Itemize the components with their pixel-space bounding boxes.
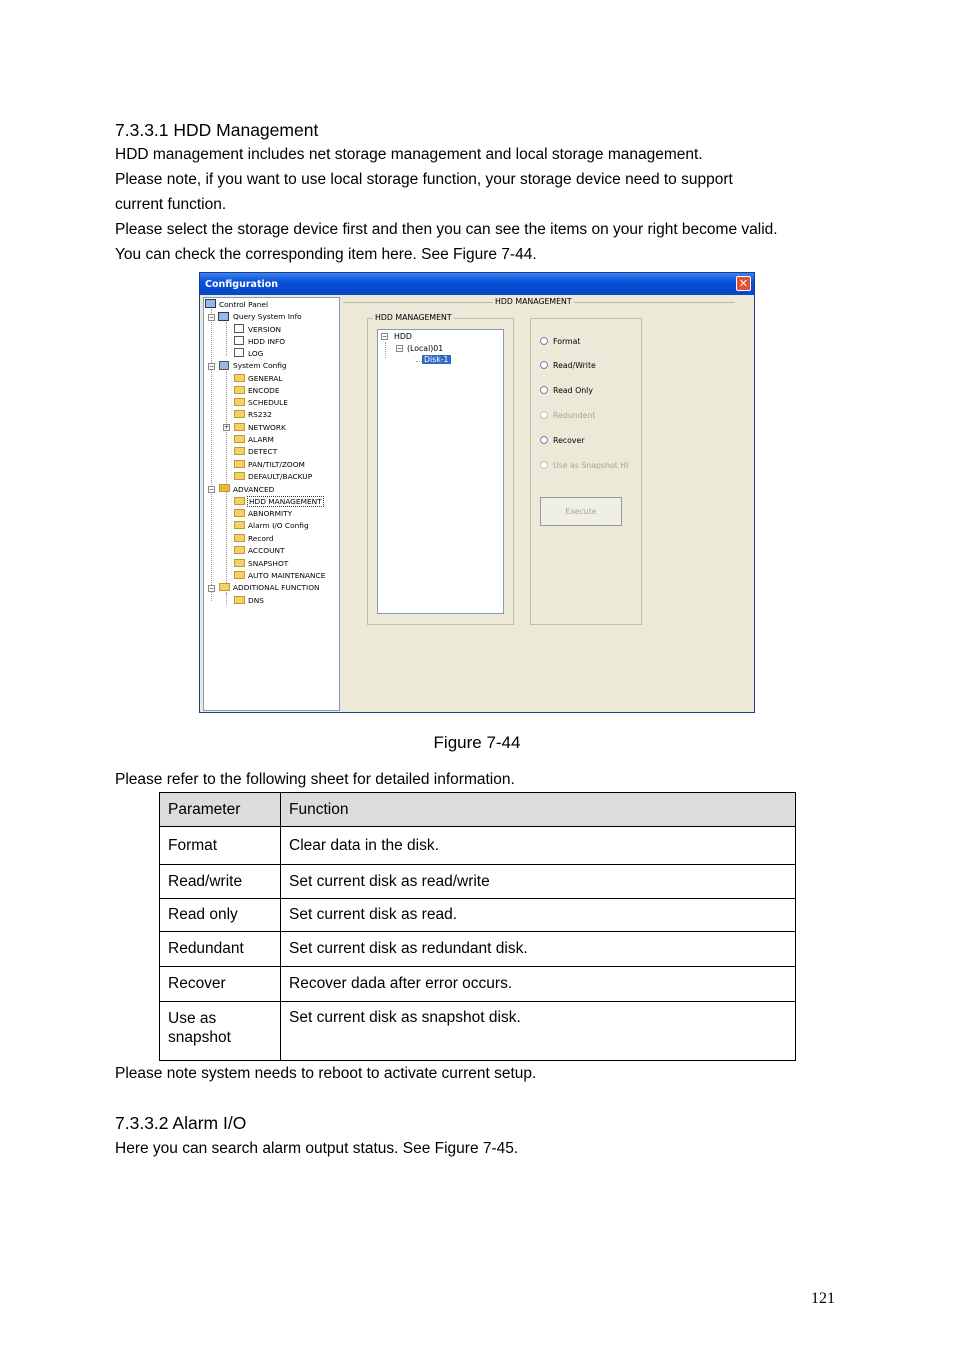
hdd-local-node[interactable]: (Local)01	[407, 344, 444, 353]
paragraph-3: current function.	[115, 196, 227, 213]
tree-item-system-config[interactable]: System Config	[233, 361, 287, 370]
tree-item-network[interactable]: NETWORK	[248, 423, 286, 432]
folder-icon	[234, 596, 245, 604]
tree-item-schedule[interactable]: SCHEDULE	[248, 398, 288, 407]
function-cell: Clear data in the disk.	[281, 827, 796, 865]
table-header-row	[160, 793, 796, 827]
table-row	[160, 899, 796, 932]
collapse-icon[interactable]: −	[397, 345, 403, 352]
snapshot-radio: Use as Snapshot HI	[540, 461, 628, 470]
section-heading-hdd-management: 7.3.3.1 HDD Management	[115, 120, 319, 140]
folder-icon	[234, 509, 245, 517]
folder-icon	[234, 546, 245, 554]
folder-icon	[234, 447, 245, 455]
recover-radio[interactable]: Recover	[540, 436, 585, 445]
table-row	[160, 827, 796, 865]
folder-icon	[234, 521, 245, 529]
param-cell: Read/write	[160, 865, 281, 899]
folder-icon	[234, 472, 245, 480]
doc-icon	[234, 348, 244, 357]
doc-icon	[234, 336, 244, 345]
tree-item-auto-maintenance[interactable]: AUTO MAINTENANCE	[248, 571, 326, 580]
hdd-disk-node[interactable]: Disk-1	[424, 355, 449, 364]
collapse-icon[interactable]: −	[209, 363, 215, 370]
tools-icon	[219, 484, 230, 492]
expand-icon[interactable]: +	[224, 424, 230, 431]
folder-icon	[234, 435, 245, 443]
configuration-window	[199, 272, 755, 713]
alarm-io-paragraph: Here you can search alarm output status. See Figure 7-45.	[115, 1140, 519, 1157]
folder-icon	[219, 583, 230, 591]
function-cell: Set current disk as redundant disk.	[281, 932, 796, 967]
tree-item-log[interactable]: LOG	[248, 349, 264, 358]
paragraph-4: Please select the storage device first and then you can see the items on your right become valid.	[115, 221, 778, 238]
folder-icon	[234, 374, 245, 382]
folder-icon	[234, 534, 245, 542]
reboot-note: Please note system needs to reboot to activate current setup.	[115, 1065, 537, 1082]
pc-icon	[218, 312, 229, 321]
tree-item-encode[interactable]: ENCODE	[248, 386, 280, 395]
table-row	[160, 932, 796, 967]
paragraph-1: HDD management includes net storage management and local storage management.	[115, 146, 703, 163]
tree-item-version[interactable]: VERSION	[248, 325, 282, 334]
function-cell: Recover dada after error occurs.	[281, 967, 796, 1002]
tree-item-additional-function[interactable]: ADDITIONAL FUNCTION	[233, 583, 320, 592]
hdd-root-node[interactable]: HDD	[394, 332, 412, 341]
folder-icon	[234, 410, 245, 418]
tree-item-account[interactable]: ACCOUNT	[248, 546, 285, 555]
tree-item-abnormity[interactable]: ABNORMITY	[248, 509, 293, 518]
tree-item-rs232[interactable]: RS232	[248, 410, 272, 419]
folder-icon	[234, 398, 245, 406]
function-cell: Set current disk as read/write	[281, 865, 796, 899]
param-cell: Format	[160, 827, 281, 865]
pc-icon	[205, 299, 216, 308]
param-cell: Read only	[160, 899, 281, 932]
table-row	[160, 1002, 796, 1061]
table-row	[160, 967, 796, 1002]
read-write-radio[interactable]: Read/Write	[540, 361, 596, 370]
header-function: Function	[281, 793, 796, 827]
hdd-list-group-label: HDD MANAGEMENT	[375, 313, 452, 322]
section-heading-alarm-io: 7.3.3.2 Alarm I/O	[115, 1113, 247, 1133]
control-panel-tree	[203, 297, 340, 711]
table-row	[160, 865, 796, 899]
close-icon[interactable]: ✕	[736, 276, 751, 291]
folder-icon	[234, 386, 245, 394]
folder-icon	[234, 460, 245, 468]
redundant-radio: Redundent	[540, 411, 595, 420]
tree-item-general[interactable]: GENERAL	[248, 374, 283, 383]
tree-item-control-panel[interactable]: Control Panel	[219, 300, 269, 309]
format-radio[interactable]: Format	[540, 337, 580, 346]
figure-caption: Figure 7-44	[433, 733, 521, 752]
folder-icon	[234, 571, 245, 579]
parameter-table	[159, 792, 796, 1061]
header-parameter: Parameter	[160, 793, 281, 827]
folder-icon	[234, 423, 245, 431]
tree-item-default-backup[interactable]: DEFAULT/BACKUP	[248, 472, 313, 481]
collapse-icon[interactable]: −	[209, 585, 215, 592]
folder-icon	[234, 559, 245, 567]
tree-item-snapshot[interactable]: SNAPSHOT	[248, 559, 289, 568]
doc-icon	[234, 324, 244, 333]
tree-item-hdd-management[interactable]: HDD MANAGEMENT	[249, 497, 322, 506]
tree-item-record[interactable]: Record	[248, 534, 274, 543]
tree-item-advanced[interactable]: ADVANCED	[233, 485, 275, 494]
tree-item-alarm[interactable]: ALARM	[248, 435, 274, 444]
outer-group-label: HDD MANAGEMENT	[495, 297, 572, 306]
tree-item-hdd-info[interactable]: HDD INFO	[248, 337, 286, 346]
param-cell: Redundant	[160, 932, 281, 967]
execute-button[interactable]: Execute	[540, 497, 622, 526]
param-cell: Use as snapshot	[160, 1002, 281, 1061]
collapse-icon[interactable]: −	[209, 314, 215, 321]
page-number: 121	[811, 1290, 835, 1307]
function-cell: Set current disk as snapshot disk.	[281, 1002, 796, 1061]
tree-item-alarm-io-config[interactable]: Alarm I/O Config	[248, 521, 309, 530]
window-title-bar	[200, 273, 754, 295]
paragraph-2: Please note, if you want to use local storage function, your storage device need to support	[115, 171, 733, 188]
tree-item-query-system-info[interactable]: Query System Info	[233, 312, 302, 321]
param-cell: Recover	[160, 967, 281, 1002]
collapse-icon[interactable]: −	[382, 333, 388, 340]
paragraph-5: You can check the corresponding item here. See Figure 7-44.	[115, 246, 537, 263]
hdd-tree	[377, 329, 504, 614]
window-title: Configuration	[205, 279, 279, 290]
tree-item-pan-tilt-zoom[interactable]: PAN/TILT/ZOOM	[248, 460, 305, 469]
function-cell: Set current disk as read.	[281, 899, 796, 932]
tree-item-dns[interactable]: DNS	[248, 596, 264, 605]
gear-icon	[219, 361, 229, 370]
collapse-icon[interactable]: −	[209, 486, 215, 493]
folder-icon	[234, 497, 245, 505]
read-only-radio[interactable]: Read Only	[540, 386, 593, 395]
table-intro: Please refer to the following sheet for detailed information.	[115, 771, 515, 788]
tree-item-detect[interactable]: DETECT	[248, 447, 278, 456]
